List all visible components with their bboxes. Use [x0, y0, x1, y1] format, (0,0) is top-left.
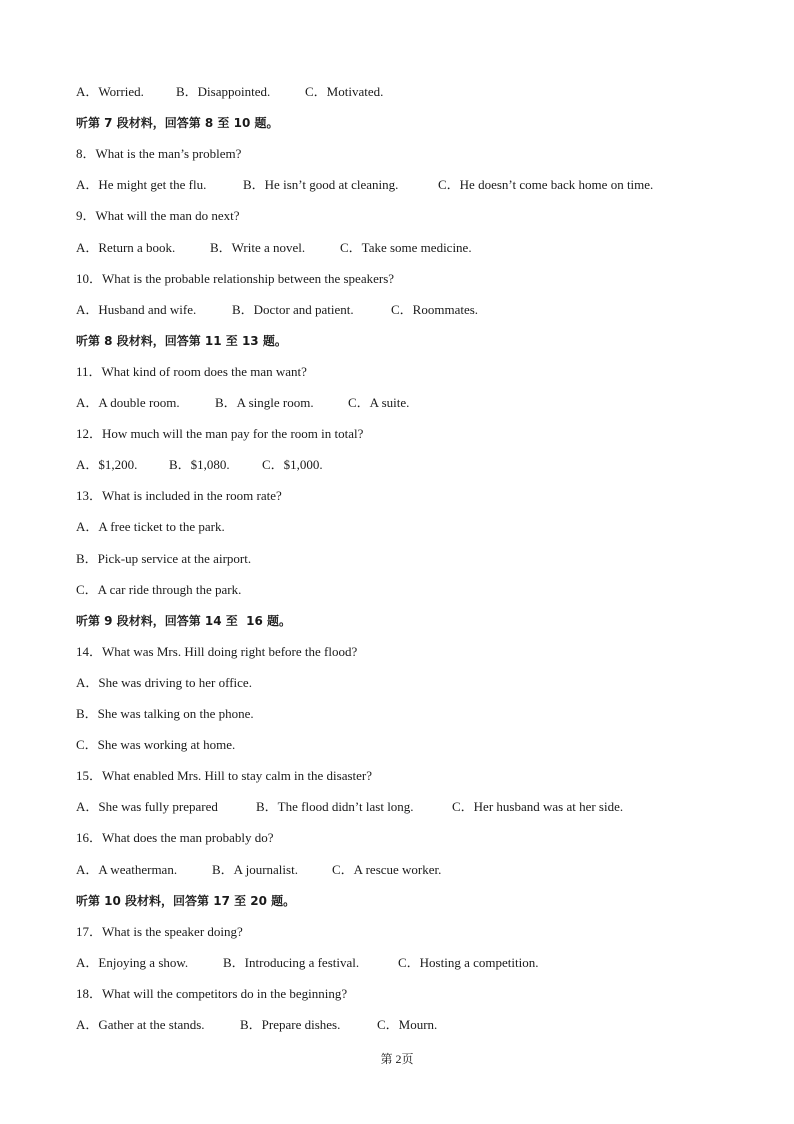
question-text: 11．What kind of room does the man want? — [76, 364, 307, 379]
answer-option: B．Pick-up service at the airport. — [76, 551, 252, 566]
question-text: 9．What will the man do next? — [76, 208, 240, 223]
answer-option: A．A double room. — [76, 395, 180, 410]
answer-option: B．The flood didn’t last long. — [256, 799, 414, 814]
answer-option: C．Mourn. — [377, 1017, 438, 1032]
answer-option: A．Enjoying a show. — [76, 955, 189, 970]
answer-option: A．Gather at the stands. — [76, 1017, 205, 1032]
question-text: 13．What is included in the room rate? — [76, 488, 282, 503]
answer-option: A．Worried. — [76, 84, 144, 99]
answer-option: A．A weatherman. — [76, 862, 178, 877]
section-heading: 听第 8 段材料，回答第 11 至 13 题。 — [76, 334, 287, 348]
answer-option: A．She was driving to her office. — [76, 675, 252, 690]
answer-option: C．Her husband was at her side. — [452, 799, 624, 814]
answer-option: C．A suite. — [348, 395, 410, 410]
answer-option: B．Introducing a festival. — [223, 955, 360, 970]
answer-option: C．Take some medicine. — [340, 240, 472, 255]
answer-option: A．A free ticket to the park. — [76, 519, 225, 534]
question-text: 14．What was Mrs. Hill doing right before the flood? — [76, 644, 358, 659]
answer-option: A．Husband and wife. — [76, 302, 197, 317]
answer-option: B．She was talking on the phone. — [76, 706, 254, 721]
section-heading: 听第 7 段材料，回答第 8 至 10 题。 — [76, 116, 279, 130]
page-number: 第 2页 — [380, 1052, 414, 1066]
answer-option: A．He might get the flu. — [76, 177, 207, 192]
question-text: 8．What is the man’s problem? — [76, 146, 242, 161]
question-text: 18．What will the competitors do in the beginning? — [76, 986, 348, 1001]
question-text: 17．What is the speaker doing? — [76, 924, 243, 939]
answer-option: C．She was working at home. — [76, 737, 236, 752]
question-text: 10．What is the probable relationship between the speakers? — [76, 271, 395, 286]
answer-option: A．Return a book. — [76, 240, 176, 255]
answer-option: C．Hosting a competition. — [398, 955, 539, 970]
answer-option: B．$1,080. — [169, 457, 230, 472]
answer-option: B．Disappointed. — [176, 84, 271, 99]
answer-option: B．He isn’t good at cleaning. — [243, 177, 399, 192]
question-text: 12．How much will the man pay for the room in total? — [76, 426, 364, 441]
answer-option: C．$1,000. — [262, 457, 323, 472]
answer-option: A．She was fully prepared — [76, 799, 218, 814]
answer-option: C．Motivated. — [305, 84, 384, 99]
answer-option: B．A single room. — [215, 395, 314, 410]
section-heading: 听第 10 段材料，回答第 17 至 20 题。 — [76, 894, 296, 908]
answer-option: C．He doesn’t come back home on time. — [438, 177, 654, 192]
answer-option: B．Write a novel. — [210, 240, 306, 255]
question-text: 15．What enabled Mrs. Hill to stay calm in the disaster? — [76, 768, 373, 783]
answer-option: C．A rescue worker. — [332, 862, 442, 877]
answer-option: C．Roommates. — [391, 302, 479, 317]
answer-option: B．A journalist. — [212, 862, 298, 877]
section-heading: 听第 9 段材料，回答第 14 至 16 题。 — [76, 614, 291, 628]
question-text: 16．What does the man probably do? — [76, 830, 274, 845]
answer-option: B．Doctor and patient. — [232, 302, 354, 317]
answer-option: A．$1,200. — [76, 457, 138, 472]
answer-option: C．A car ride through the park. — [76, 582, 242, 597]
answer-option: B．Prepare dishes. — [240, 1017, 341, 1032]
